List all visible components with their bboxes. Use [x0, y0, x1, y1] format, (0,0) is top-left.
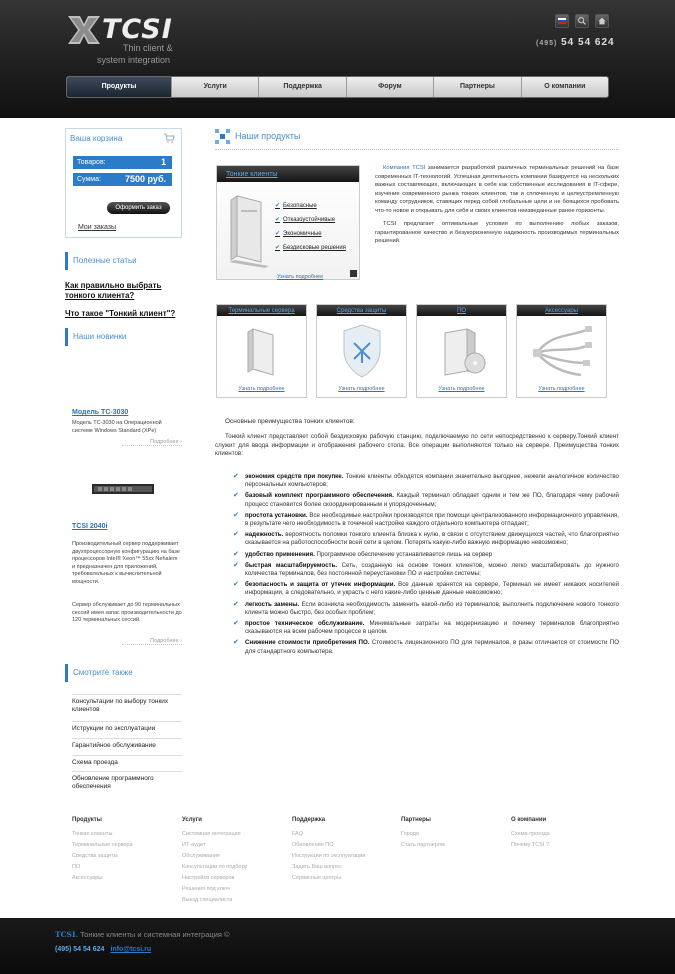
see-also-item[interactable]: Консультации по выбору тонких клиентов [72, 694, 182, 714]
featured-more-link[interactable]: Узнать подробнее [277, 274, 324, 280]
card-software[interactable] [416, 304, 507, 398]
benefit-item: ✔ удобство применения. Программное обеспечение устанавливается лишь на сервер [233, 551, 619, 559]
footer-link[interactable]: Задать Ваш вопрос [292, 864, 342, 870]
featured-bullet[interactable]: ✔ Безопасные [275, 199, 346, 213]
featured-bullets [275, 199, 346, 255]
footer-link[interactable]: Обновление ПО [292, 842, 334, 848]
footer-col-about [511, 815, 550, 851]
featured-bullet[interactable]: ✔ Бездисковые решения [275, 241, 346, 255]
my-orders-link[interactable]: Мои заказы [78, 224, 117, 231]
see-also-item[interactable]: Гарантийное обслуживание [72, 738, 182, 750]
page-title-text: Наши продукты [235, 131, 301, 141]
news-text-tcsi2040i-2: Сервер обслуживает до 90 терминальных сессий имея запас производительности до 120 терминальных сессий. [72, 602, 182, 623]
benefit-item: ✔ легкость замены. Если возникла необходимость заменить какой-либо из терминалов, выполнить подключение нового тонкого клиента можно быстро, без особых проблем; [233, 601, 619, 617]
footer-col-products [72, 815, 133, 884]
footer-links [65, 815, 610, 905]
footer-email-link[interactable]: info@tcsi.ru [110, 946, 152, 953]
see-also-heading: Смотрите также [65, 664, 182, 682]
footer-link[interactable]: Инструкции по эксплуатации [292, 853, 366, 859]
search-icon[interactable] [575, 14, 589, 28]
benefit-item: ✔ безопасность и защита от утечек информации. Все данные хранятся на сервере, Терминал не имеет никаких носителей информации, а следовательно, и украсть с него какие-либо ценные данные невозможно; [233, 581, 619, 597]
benefit-item: ✔ надежность. вероятность поломки тонкого клиента близка к нулю, в связи с отсутствием движущихся частей, что благоприятно сказывается на работоспособности всей сети в целом. Потерять какую-либо важную информацию невозможно; [233, 531, 619, 547]
title-divider [215, 149, 619, 150]
article-link-2[interactable]: Что такое "Тонкий клиент"? [65, 309, 176, 318]
featured-caption[interactable]: Тонкие клиенты [217, 166, 359, 182]
card-more-link[interactable]: Узнать подробнее [438, 386, 485, 392]
header-phone [536, 37, 615, 48]
phone-code: (495) [536, 40, 558, 47]
cart-icon [163, 133, 175, 143]
footer-link[interactable]: ИТ-аудит [182, 842, 206, 848]
logo-tagline-2: system integration [97, 55, 171, 65]
news-text-tcsi2040i-1: Производительный сервер поддерживает двухпроцессорную конфигурацию на базе процессоров Intel® Xeon™ 55xx Nehalem и предназначен для приложений, требовательных к вычислительной мощности. [72, 541, 180, 585]
server-tower-image [245, 325, 281, 377]
home-icon[interactable] [595, 14, 609, 28]
products-heading-icon [215, 129, 230, 144]
footer-link[interactable]: Стать партнером [401, 842, 445, 848]
footer-link[interactable]: Схема проезда [511, 831, 550, 837]
cart-items-value: 1 [160, 157, 166, 167]
phone-number: 54 54 624 [561, 37, 615, 48]
card-caption[interactable]: Аксессуары [517, 305, 606, 316]
footer-link[interactable]: Средства защиты [72, 853, 118, 859]
card-terminal-servers[interactable] [216, 304, 307, 398]
footer-col-partners [401, 815, 445, 851]
card-more-link[interactable]: Узнать подробнее [338, 386, 385, 392]
ru-flag-icon[interactable] [555, 14, 569, 28]
footer-link[interactable]: FAQ [292, 831, 304, 837]
footer-link[interactable]: Обслуживание [182, 853, 220, 859]
card-caption[interactable]: Средства защиты [317, 305, 406, 316]
server-rack-image [92, 482, 154, 496]
benefit-item: ✔ быстрая масштабируемость. Сеть, созданную на основе тонких клиентов, можно легко масштабировать до нужного количества терминалов, без постоянной переустановки ПО и настройки системы; [233, 562, 619, 578]
footer-link[interactable]: Настройка серверов [182, 875, 235, 881]
nav-about[interactable]: О компании [544, 83, 586, 90]
page-title [215, 131, 300, 141]
footer-col-services [182, 815, 247, 906]
card-accessories[interactable] [516, 304, 607, 398]
see-also-item[interactable]: Схема проезда [72, 755, 182, 767]
logo-name: TCSI [102, 14, 173, 45]
benefit-item: ✔ простота установки. Все необходимые настройки производятся при помощи централизованного информационного управления, в результате чего необходимость в точечной настройке каждого отдельного компьютера отпадает; [233, 512, 619, 528]
advantages-heading: Основные преимущества тонких клиентов: [225, 418, 355, 425]
company-intro [375, 164, 619, 251]
article-link-1[interactable]: Как правильно выбрать тонкого клиента? [65, 281, 162, 300]
news-title-tcsi2040i[interactable]: TCSI 2040i [72, 523, 108, 530]
footer-copyright [55, 930, 230, 939]
cart-sum-label: Сумма: [77, 176, 101, 183]
footer-col-heading: Партнеры [401, 817, 431, 823]
tcsi-logo-mark-icon [66, 12, 102, 48]
logo-tagline-1: Thin client & [123, 43, 173, 53]
cart-box [65, 128, 182, 238]
footer-link[interactable]: Тонкие клиенты [72, 831, 113, 837]
sidebar [65, 128, 182, 790]
card-more-link[interactable]: Узнать подробнее [538, 386, 585, 392]
benefit-item: ✔ простое техническое обслуживание. Минимальные затраты на модернизацию и починку терминалов благоприятно сказываются на всем рабочем процессе в целом. [233, 620, 619, 636]
thin-client-device-image [227, 192, 271, 270]
card-security-tools[interactable] [316, 304, 407, 398]
footer-link[interactable]: Почему TCSI ? [511, 842, 550, 848]
footer-col-heading: О компании [511, 817, 547, 823]
cart-items-label: Товаров: [77, 159, 106, 166]
company-link[interactable]: Компания TCSI [383, 165, 426, 171]
benefits-list [233, 473, 619, 659]
cart-sum-row [73, 173, 172, 186]
footer-brand: TCSI. [55, 930, 79, 939]
card-caption[interactable]: Терминальные сервера [217, 305, 306, 316]
advantages-text: Тонкий клиент представляет собой бездисковую рабочую станцию, подключаемую по сети непосредственно к серверу.Тонкий клиент служит для ввода информации и отображения рабочего стола. Все операции выполняются только на сервере. Преимущества тонких клиентов: [215, 433, 619, 457]
footer-link[interactable]: Терминальные сервера [72, 842, 133, 848]
featured-bullet[interactable]: ✔ Экономичные [275, 227, 346, 241]
nav-services[interactable]: Услуги [172, 77, 259, 97]
cart-sum-value: 7500 руб. [125, 174, 166, 184]
shield-icon [340, 323, 384, 379]
footer-col-heading: Продукты [72, 817, 102, 823]
see-also-item[interactable]: Иструкции по эксплуатации [72, 721, 182, 733]
checkout-button[interactable]: Оформить заказ [107, 202, 170, 214]
see-also-item[interactable]: Обновление программного обеспечения [72, 771, 182, 791]
footer-link[interactable]: Выезд специалиста [182, 897, 233, 903]
footer-link[interactable]: Решения под ключ [182, 886, 230, 892]
intro-paragraph-2: TCSI предлагает оптимальные условия по выполнению любых заказов, гарантированное качество и безукоризненную надежность производимых терминальных решений. [375, 221, 619, 244]
news-more-link-2[interactable]: Подробнее › [122, 638, 182, 645]
footer-col-support [292, 815, 365, 884]
news-text-tc3030: Модель TC-3030 на Операционной системе Windows Standard (XPe) [72, 420, 162, 434]
featured-bullet[interactable]: ✔ Отказоустойчивые [275, 213, 346, 227]
software-box-image [439, 325, 487, 377]
footer-link[interactable]: Системная интеграция [182, 831, 241, 837]
site-header [0, 0, 675, 118]
nav-products[interactable]: Продукты [67, 77, 172, 97]
intro-paragraph-1 [375, 164, 619, 215]
footer-contacts [55, 946, 151, 953]
cart-title: Ваша корзина [70, 134, 123, 143]
new-products-heading: Наши новинки [65, 328, 182, 346]
benefit-item: ✔ базовый комплект программного обеспечения. Каждый терминал обладает одним и тем же ПО, благодаря чему рабочий процесс становится более скоординированным и упорядоченным; [233, 492, 619, 508]
footer-link[interactable]: Консультации по подбору [182, 864, 248, 870]
main-nav [66, 76, 609, 98]
play-arrow-icon[interactable] [350, 270, 357, 277]
footer-link[interactable]: Аксессуары [72, 875, 103, 881]
news-title-tc3030[interactable]: Модель TC-3030 [72, 409, 129, 416]
benefit-item: ✔ Снижение стоимости приобретения ПО. Стоимость лицензионного ПО для терминалов, в разы отличается от стоимости ПО для стандартного компьютера. [233, 639, 619, 655]
footer-link[interactable]: ПО [72, 864, 81, 870]
intro-text-1: занимается разработкой различных терминальных решений на базе современных IT-технологий. Успешная деятельность компании базируется на нескольких важных составляющих, включающих в себя как собственные исследования в IT-сфере, изучение современного рынка тонких клиентов, так и сплоченную и целеустремленную команду сотрудников, ставящих перед собой глобальные цели и не боящихся пробовать что-то новое и открывать для себя и своих клиентов неизведанные ранее горизонты. [375, 165, 619, 214]
footer-link[interactable]: Города [401, 831, 419, 837]
nav-partners[interactable]: Партнеры [434, 77, 521, 97]
nav-forum[interactable]: Форум [347, 77, 434, 97]
cart-items-row [73, 156, 172, 169]
card-more-link[interactable]: Узнать подробнее [238, 386, 285, 392]
footer-tagline: Тонкие клиенты и системная интеграция © [78, 930, 230, 939]
useful-articles-heading: Полезные статьи [65, 252, 182, 270]
footer-phone: (495) 54 54 624 [55, 946, 105, 953]
featured-thin-clients [216, 165, 360, 280]
card-caption[interactable]: ПО [417, 305, 506, 316]
site-logo[interactable] [66, 11, 196, 69]
footer-col-heading: Поддержка [292, 817, 326, 823]
footer-col-heading: Услуги [182, 817, 202, 823]
footer-link[interactable]: Сервисные центры [292, 875, 342, 881]
site-footer [0, 918, 675, 974]
nav-support[interactable]: Поддержка [259, 77, 346, 97]
news-more-link-1[interactable]: Подробнее › [122, 439, 182, 446]
cable-accessory-image [531, 323, 595, 379]
benefit-item: ✔ экономия средств при покупке. Тонкие клиенты обходятся компании значительно выгоднее, нежели аналогичное количество персональных компьютеров; [233, 473, 619, 489]
